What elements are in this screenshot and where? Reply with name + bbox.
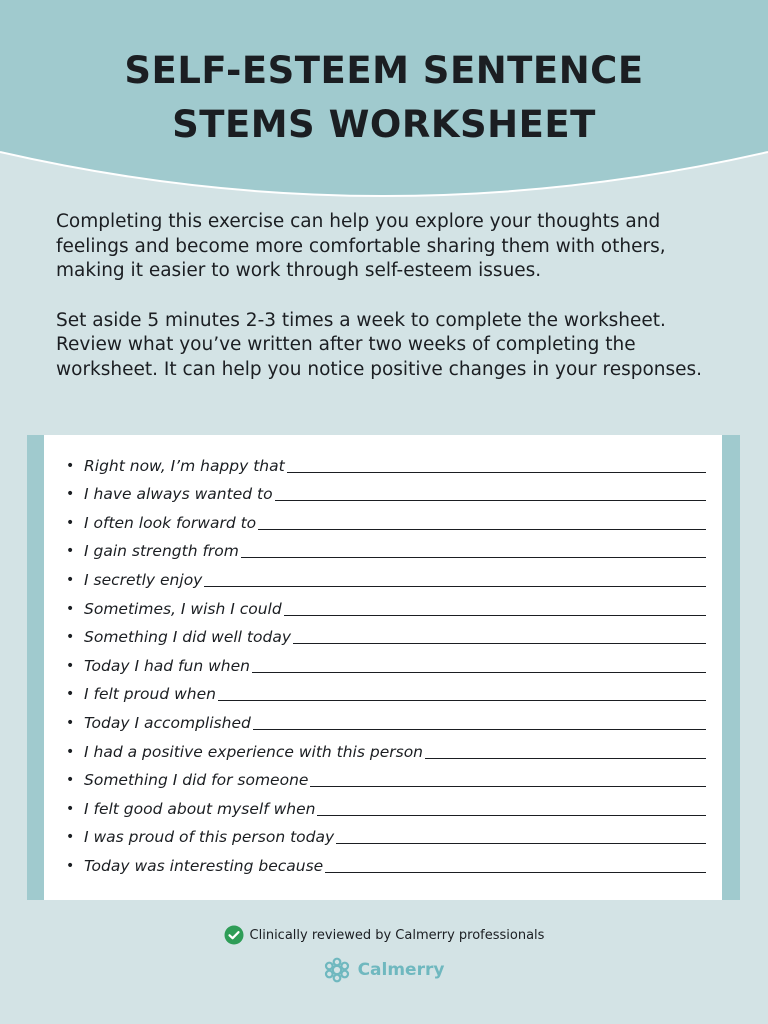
sentence-stem-text: I secretly enjoy bbox=[84, 570, 203, 589]
intro-paragraph-2: Set aside 5 minutes 2-3 times a week to complete the worksheet. Review what you’ve written after two weeks of completing the worksheet. It can help you notice positive changes in your responses. bbox=[56, 309, 703, 380]
answer-blank-line[interactable] bbox=[284, 614, 706, 616]
answer-blank-line[interactable] bbox=[275, 499, 706, 501]
sentence-stem-text: Sometimes, I wish I could bbox=[84, 599, 282, 618]
sentence-stem-item bbox=[66, 647, 706, 676]
bullet-icon: • bbox=[66, 543, 75, 560]
sentence-stem-text: Something I did for someone bbox=[84, 771, 309, 790]
bullet-icon: • bbox=[66, 629, 75, 646]
bullet-icon: • bbox=[66, 772, 75, 789]
sentence-stem-item bbox=[66, 504, 706, 533]
intro-paragraph-1: Completing this exercise can help you explore your thoughts and feelings and become more comfortable sharing them with others, making it easier to work through self-esteem issues. bbox=[56, 211, 666, 282]
sentence-stem-item bbox=[66, 762, 706, 791]
bullet-icon: • bbox=[66, 571, 75, 588]
sentence-stem-item bbox=[66, 533, 706, 562]
sentence-stem-text: I felt proud when bbox=[84, 685, 216, 704]
answer-blank-line[interactable] bbox=[218, 699, 706, 701]
sentence-stem-text: Today I accomplished bbox=[84, 713, 251, 732]
answer-blank-line[interactable] bbox=[336, 842, 706, 844]
sentence-stem-item bbox=[66, 704, 706, 733]
answer-blank-line[interactable] bbox=[258, 528, 706, 530]
sentence-stem-text: Something I did well today bbox=[84, 628, 291, 647]
review-text: Clinically reviewed by Calmerry professionals bbox=[249, 927, 545, 943]
sentence-stem-item bbox=[66, 790, 706, 819]
intro-text bbox=[56, 210, 716, 383]
bullet-icon: • bbox=[66, 743, 75, 760]
sentence-stem-item bbox=[66, 590, 706, 619]
sentence-stem-item bbox=[66, 676, 706, 705]
answer-blank-line[interactable] bbox=[253, 728, 706, 730]
check-circle-icon bbox=[224, 925, 244, 945]
answer-blank-line[interactable] bbox=[317, 814, 706, 816]
answer-blank-line[interactable] bbox=[310, 785, 706, 787]
title-line-2: STEMS WORKSHEET bbox=[172, 103, 596, 146]
sentence-stem-text: I was proud of this person today bbox=[84, 828, 335, 847]
sentence-stem-item bbox=[66, 819, 706, 848]
sentence-stem-item bbox=[66, 733, 706, 762]
sentence-stem-text: I had a positive experience with this person bbox=[84, 742, 423, 761]
bullet-icon: • bbox=[66, 800, 75, 817]
sentence-stem-item bbox=[66, 561, 706, 590]
bullet-icon: • bbox=[66, 686, 75, 703]
brand-logo bbox=[0, 957, 768, 983]
bullet-icon: • bbox=[66, 600, 75, 617]
worksheet-card bbox=[44, 435, 722, 900]
brand-name: Calmerry bbox=[357, 960, 445, 980]
sentence-stem-list bbox=[66, 447, 706, 876]
sentence-stem-item bbox=[66, 619, 706, 648]
sentence-stem-text: I felt good about myself when bbox=[84, 799, 316, 818]
bullet-icon: • bbox=[66, 829, 75, 846]
bullet-icon: • bbox=[66, 857, 75, 874]
bullet-icon: • bbox=[66, 457, 75, 474]
review-badge bbox=[0, 925, 768, 945]
answer-blank-line[interactable] bbox=[252, 671, 706, 673]
answer-blank-line[interactable] bbox=[241, 556, 706, 558]
page-title bbox=[0, 44, 768, 152]
bullet-icon: • bbox=[66, 486, 75, 503]
calmerry-logo-icon bbox=[324, 957, 350, 983]
answer-blank-line[interactable] bbox=[425, 757, 706, 759]
answer-blank-line[interactable] bbox=[204, 585, 706, 587]
sentence-stem-text: I often look forward to bbox=[84, 513, 257, 532]
sentence-stem-text: I have always wanted to bbox=[84, 485, 273, 504]
bullet-icon: • bbox=[66, 657, 75, 674]
title-line-1: SELF-ESTEEM SENTENCE bbox=[124, 49, 644, 92]
answer-blank-line[interactable] bbox=[287, 471, 706, 473]
sentence-stem-text: Today was interesting because bbox=[84, 856, 324, 875]
sentence-stem-item bbox=[66, 847, 706, 876]
sentence-stem-item bbox=[66, 447, 706, 476]
bullet-icon: • bbox=[66, 514, 75, 531]
sentence-stem-text: Right now, I’m happy that bbox=[84, 456, 285, 475]
worksheet-frame bbox=[27, 435, 740, 900]
sentence-stem-text: I gain strength from bbox=[84, 542, 239, 561]
sentence-stem-item bbox=[66, 476, 706, 505]
answer-blank-line[interactable] bbox=[325, 871, 706, 873]
sentence-stem-text: Today I had fun when bbox=[84, 656, 250, 675]
bullet-icon: • bbox=[66, 714, 75, 731]
answer-blank-line[interactable] bbox=[293, 642, 706, 644]
